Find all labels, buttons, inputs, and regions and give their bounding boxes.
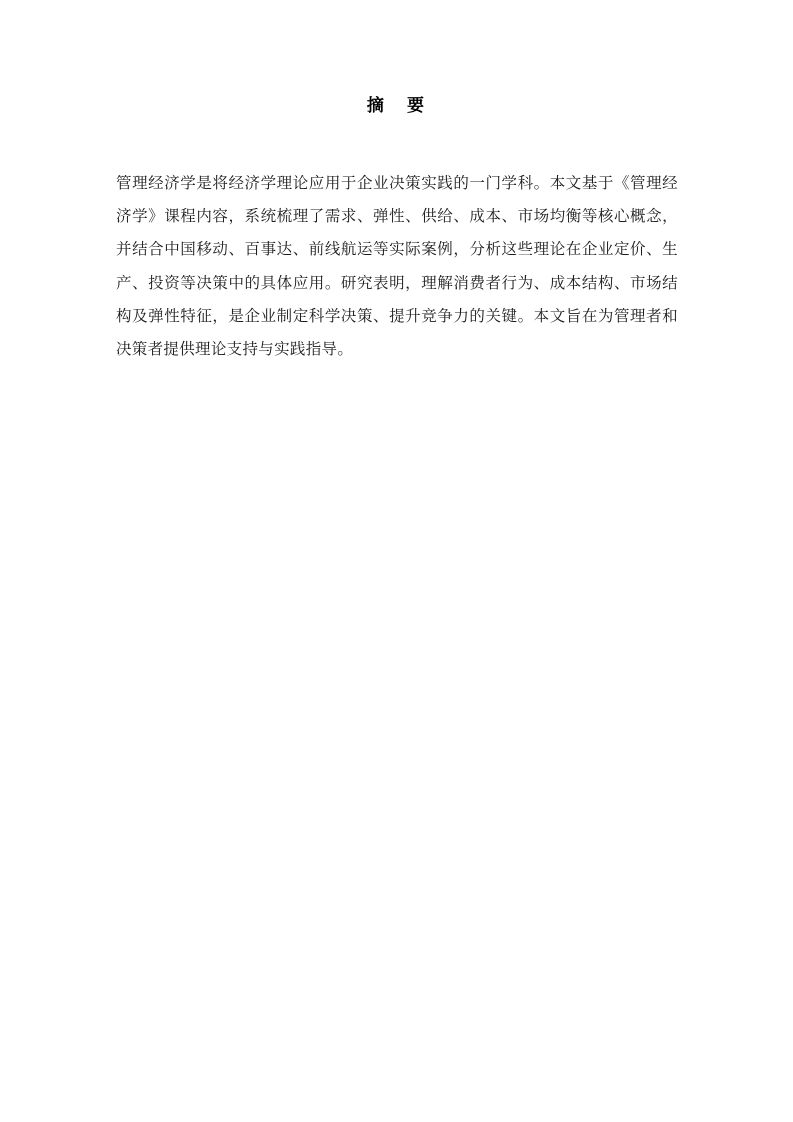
document-content [116,95,678,367]
page-title: 摘 要 [366,96,428,116]
abstract-paragraph: 管理经济学是将经济学理论应用于企业决策实践的一门学科。本文基于《管理经济学》课程内容，系统梳理了需求、弹性、供给、成本、市场均衡等核心概念，并结合中国移动、百事达、前线航运等实际案例，分析这些理论在企业定价、生产、投资等决策中的具体应用。研究表明，理解消费者行为、成本结构、市场结构及弹性特征，是企业制定科学决策、提升竞争力的关键。本文旨在为管理者和决策者提供理论支持与实践指导。 [116,173,678,359]
